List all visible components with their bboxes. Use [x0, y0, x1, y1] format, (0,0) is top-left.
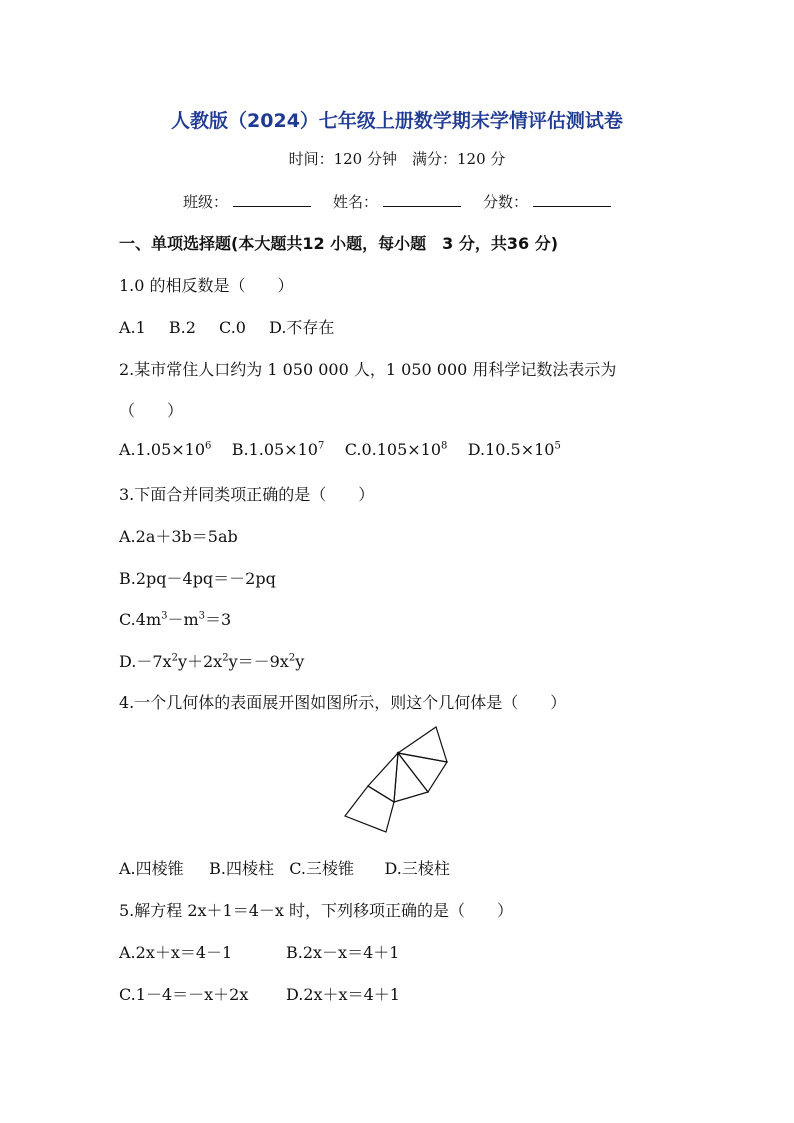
q4-option-c: C.三棱锥 [289, 859, 354, 878]
page-title: 人教版（2024）七年级上册数学期末学情评估测试卷 [171, 110, 623, 132]
q3-c-part3: ＝3 [205, 610, 232, 629]
question-3-stem: 3.下面合并同类项正确的是（ ） [119, 485, 375, 504]
q3-d-exp3: 2 [288, 652, 296, 664]
exam-time-score: 时间：120 分钟 满分：120 分 [288, 150, 506, 168]
question-2-options [119, 440, 561, 459]
q3-d-part2: y＋2x [177, 652, 223, 671]
q1-option-c: C.0 [219, 318, 246, 337]
q3-option-c [119, 607, 231, 630]
q3-option-b: B.2pq－4pq＝－2pq [119, 569, 276, 588]
class-blank [233, 192, 311, 207]
name-blank [383, 192, 461, 207]
q2-option-b [232, 440, 325, 459]
q4-option-d: D.三棱柱 [384, 859, 450, 878]
q4-option-a: A.四棱锥 [119, 859, 184, 878]
q3-d-part3: y＝－9x [228, 652, 289, 671]
q1-option-b: B.2 [168, 318, 196, 337]
q3-d-part4: y [295, 652, 305, 671]
question-2-stem-cont: （ ） [119, 401, 184, 420]
score-blank [533, 192, 611, 207]
question-1-stem: 1.0 的相反数是（ ） [119, 276, 294, 295]
score-label: 分数： [483, 193, 529, 211]
class-field [183, 191, 311, 212]
q3-c-exp1: 3 [161, 610, 168, 622]
q5-option-d: D.2x＋x＝4＋1 [286, 985, 400, 1004]
q3-c-part1: C.4m [119, 610, 162, 629]
q3-d-exp1: 2 [171, 652, 178, 664]
question-4-options [119, 856, 450, 879]
q2-b-exp: 7 [317, 440, 325, 452]
q2-c-base: C.0.105×10 [344, 440, 442, 459]
class-label: 班级： [183, 193, 229, 211]
name-label: 姓名： [333, 193, 379, 211]
q3-c-part2: －m [167, 610, 199, 629]
q2-option-a [119, 440, 211, 459]
q3-d-part1: D.－7x [119, 652, 172, 671]
q3-option-a: A.2a＋3b＝5ab [119, 527, 238, 546]
q2-a-base: A.1.05×10 [119, 440, 206, 459]
q2-option-d [468, 440, 561, 459]
net-triangle-top [398, 727, 447, 762]
q3-d-exp2: 2 [222, 652, 229, 664]
q2-a-exp: 6 [205, 440, 212, 452]
q5-option-c: C.1－4＝－x＋2x [119, 985, 249, 1004]
net-triangle-right [398, 753, 447, 792]
question-1-options [119, 315, 352, 338]
q2-d-base: D.10.5×10 [467, 440, 555, 459]
name-field [333, 191, 461, 212]
q2-option-c [345, 440, 448, 459]
q5-option-b: B.2x－x＝4＋1 [286, 943, 400, 962]
net-triangle-bottom [394, 753, 428, 802]
q1-option-d: D.不存在 [269, 318, 335, 337]
question-5-stem: 5.解方程 2x＋1＝4－x 时，下列移项正确的是（ ） [119, 901, 514, 920]
q2-b-base: B.1.05×10 [231, 440, 318, 459]
q5-option-a: A.2x＋x＝4－1 [119, 943, 233, 962]
section-heading: 一、单项选择题(本大题共12 小题，每小题 3 分，共36 分) [119, 234, 559, 253]
q3-option-d [119, 649, 304, 672]
q2-c-exp: 8 [441, 440, 448, 452]
score-field [483, 191, 611, 212]
question-2-stem: 2.某市常住人口约为 1 050 000 人，1 050 000 用科学记数法表示为 [119, 360, 617, 379]
net-triangle-left [368, 753, 398, 802]
net-square [345, 786, 394, 832]
question-4-stem: 4.一个几何体的表面展开图如图所示，则这个几何体是（ ） [119, 693, 567, 712]
net-figure [340, 722, 455, 838]
q2-d-exp: 5 [554, 440, 561, 452]
q4-option-b: B.四棱柱 [209, 859, 274, 878]
q1-option-a: A.1 [119, 318, 146, 337]
q3-c-exp2: 3 [198, 610, 206, 622]
